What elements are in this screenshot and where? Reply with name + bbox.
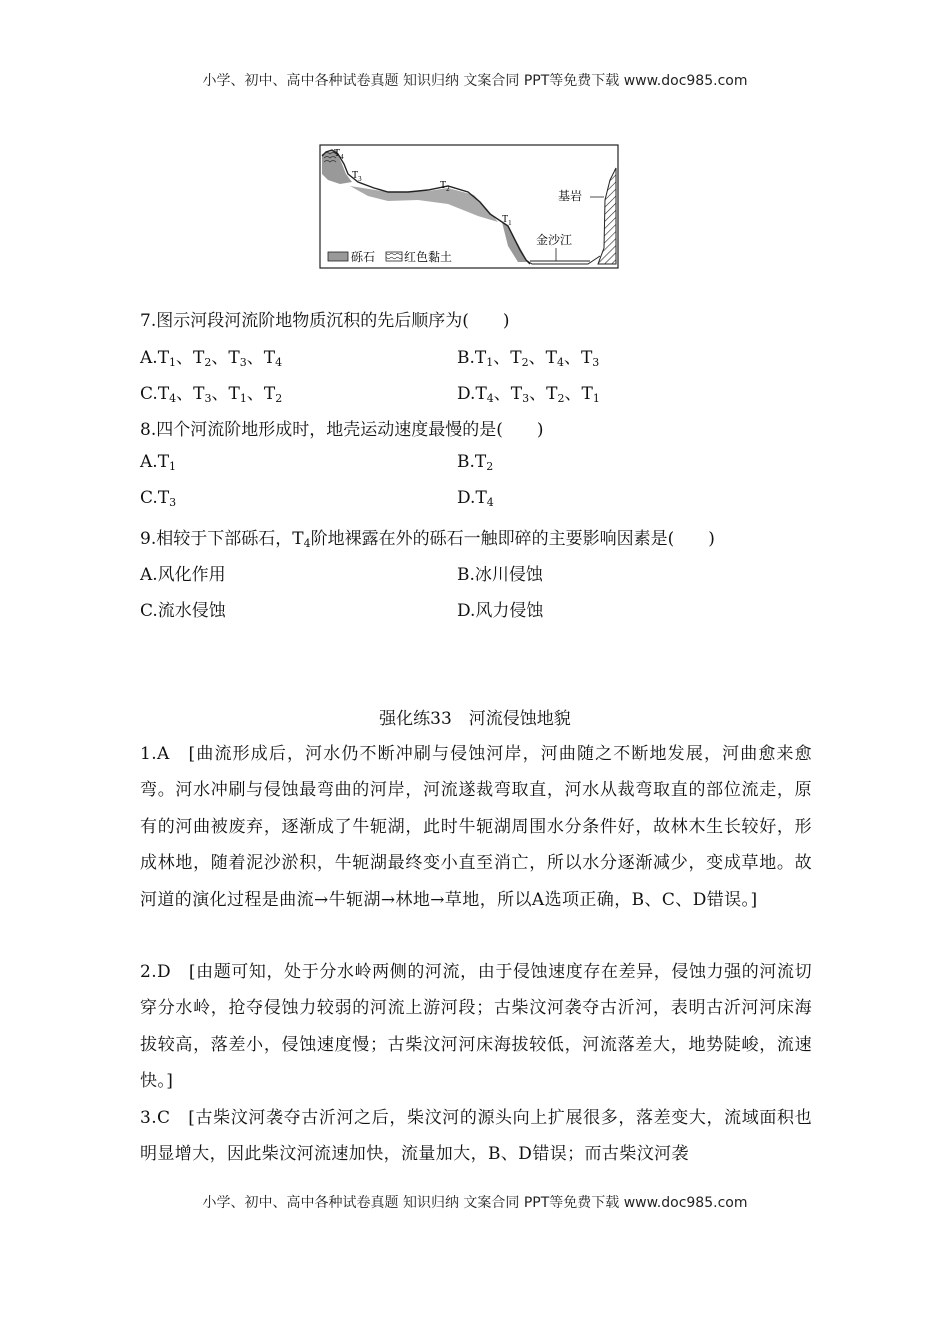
legend-clay-swatch — [386, 252, 402, 261]
terrain-profile — [322, 150, 530, 264]
question-8-option-a: $A.T_1$ — [140, 452, 177, 473]
question-9-option-d: D.风力侵蚀 — [457, 601, 544, 621]
legend-clay-label: 红色黏土 — [404, 250, 453, 264]
page-footer: 小学、初中、高中各种试卷真题 知识归纳 文案合同 PPT等免费下载 www.doc985.com — [202, 1195, 748, 1211]
question-8-stem: 8.四个河流阶地形成时，地壳运动速度最慢的是( ) — [140, 420, 544, 440]
question-9-option-b: B.冰川侵蚀 — [457, 565, 543, 585]
question-8-option-b: $B.T_2$ — [457, 452, 494, 473]
label-t4: $T_4$ — [334, 148, 344, 161]
label-t1: $T_1$ — [502, 214, 512, 227]
question-8-option-d: $D.T_4$ — [457, 488, 494, 509]
question-9-option-a: A.风化作用 — [140, 565, 226, 585]
question-7-option-a: $A.T_1$、$T_2$、$T_3$、$T_4$ — [140, 348, 283, 369]
answer-1: 1.A [曲流形成后，河水仍不断冲刷与侵蚀河岸，河曲随之不断地发展，河曲愈来愈弯。河水冲刷与侵蚀最弯曲的河岸，河流遂裁弯取直，河水从裁弯取直的部位流走，原有的河曲被废弃，逐渐成了牛轭湖，此时牛轭湖周围水分条件好，故林木生长较好，形成林地，随着泥沙淤积，牛轭湖最终变小直至消亡，所以水分逐渐减少，变成草地。故河道的演化过程是曲流→牛轭湖→林地→草地，所以A选项正确，B、C、D错误。] — [140, 744, 812, 910]
question-7-option-b: $B.T_1$、$T_2$、$T_4$、$T_3$ — [457, 348, 600, 369]
river-terrace-diagram — [318, 140, 622, 270]
question-9-stem: 9.相较于下部砾石，$T_4$阶地裸露在外的砾石一触即碎的主要影响因素是( ) — [140, 529, 715, 550]
legend-gravel-swatch — [328, 252, 348, 261]
legend-gravel-label: 砾石 — [351, 250, 376, 264]
label-t2: $T_2$ — [440, 180, 450, 193]
question-9-option-c: C.流水侵蚀 — [140, 601, 226, 621]
question-8-option-c: $C.T_3$ — [140, 488, 177, 509]
label-river: 金沙江 — [536, 233, 573, 247]
page-header: 小学、初中、高中各种试卷真题 知识归纳 文案合同 PPT等免费下载 www.doc985.com — [202, 73, 748, 89]
answer-2: 2.D [由题可知，处于分水岭两侧的河流，由于侵蚀速度存在差异，侵蚀力强的河流切穿分水岭，抢夺侵蚀力较弱的河流上游河段；古柴汶河袭夺古沂河，表明古沂河河床海拔较高，落差小，侵蚀速度慢；古柴汶河河床海拔较低，河流落差大，地势陡峻，流速快。] — [140, 962, 812, 1092]
section-title: 强化练33 河流侵蚀地貌 — [379, 709, 571, 729]
bedrock-cliff — [598, 168, 616, 264]
answer-3: 3.C [古柴汶河袭夺古沂河之后，柴汶河的源头向上扩展很多，落差变大，流域面积也明显增大，因此柴汶河流速加快，流量加大，B、D错误；而古柴汶河袭 — [140, 1108, 812, 1165]
question-7-option-c: $C.T_4$、$T_3$、$T_1$、$T_2$ — [140, 384, 283, 405]
gravel-layer-t2 — [350, 186, 498, 222]
label-bedrock: 基岩 — [558, 189, 583, 203]
question-7-option-d: $D.T_4$、$T_3$、$T_2$、$T_1$ — [457, 384, 600, 405]
question-7-stem: 7.图示河段河流阶地物质沉积的先后顺序为( ) — [140, 311, 510, 331]
label-t3: $T_3$ — [352, 170, 362, 183]
